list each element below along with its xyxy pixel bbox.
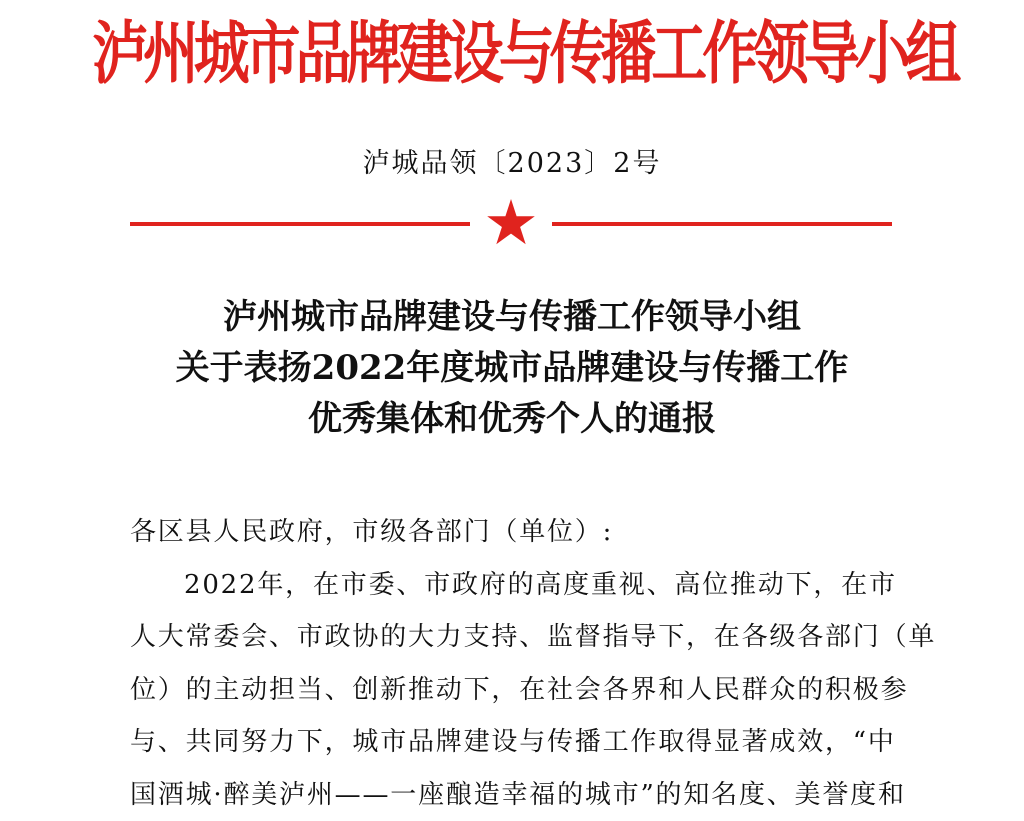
divider-line-left xyxy=(130,222,470,226)
salutation: 各区县人民政府，市级各部门（单位）: xyxy=(130,506,900,559)
document-header-title: 泸州城市品牌建设与传播工作领导小组 xyxy=(92,0,932,108)
paragraph-line: 位）的主动担当、创新推动下，在社会各界和人民群众的积极参 xyxy=(130,664,900,717)
document-title xyxy=(0,292,1024,445)
document-body xyxy=(130,506,900,821)
paragraph-line: 2022年，在市委、市政府的高度重视、高位推动下，在市 xyxy=(130,559,900,612)
title-line: 关于表扬2022年度城市品牌建设与传播工作 xyxy=(0,343,1024,394)
divider-line-right xyxy=(552,222,892,226)
paragraph-line: 国酒城·醉美泸州——一座酿造幸福的城市”的知名度、美誉度和 xyxy=(130,769,900,821)
red-divider xyxy=(130,196,892,252)
paragraph-line: 人大常委会、市政协的大力支持、监督指导下，在各级各部门（单 xyxy=(130,611,900,664)
document-number: 泸城品领〔2023〕2号 xyxy=(0,142,1024,186)
star-icon xyxy=(486,198,536,248)
title-line: 泸州城市品牌建设与传播工作领导小组 xyxy=(0,292,1024,343)
title-line: 优秀集体和优秀个人的通报 xyxy=(0,394,1024,445)
paragraph-line: 与、共同努力下，城市品牌建设与传播工作取得显著成效，“中 xyxy=(130,716,900,769)
